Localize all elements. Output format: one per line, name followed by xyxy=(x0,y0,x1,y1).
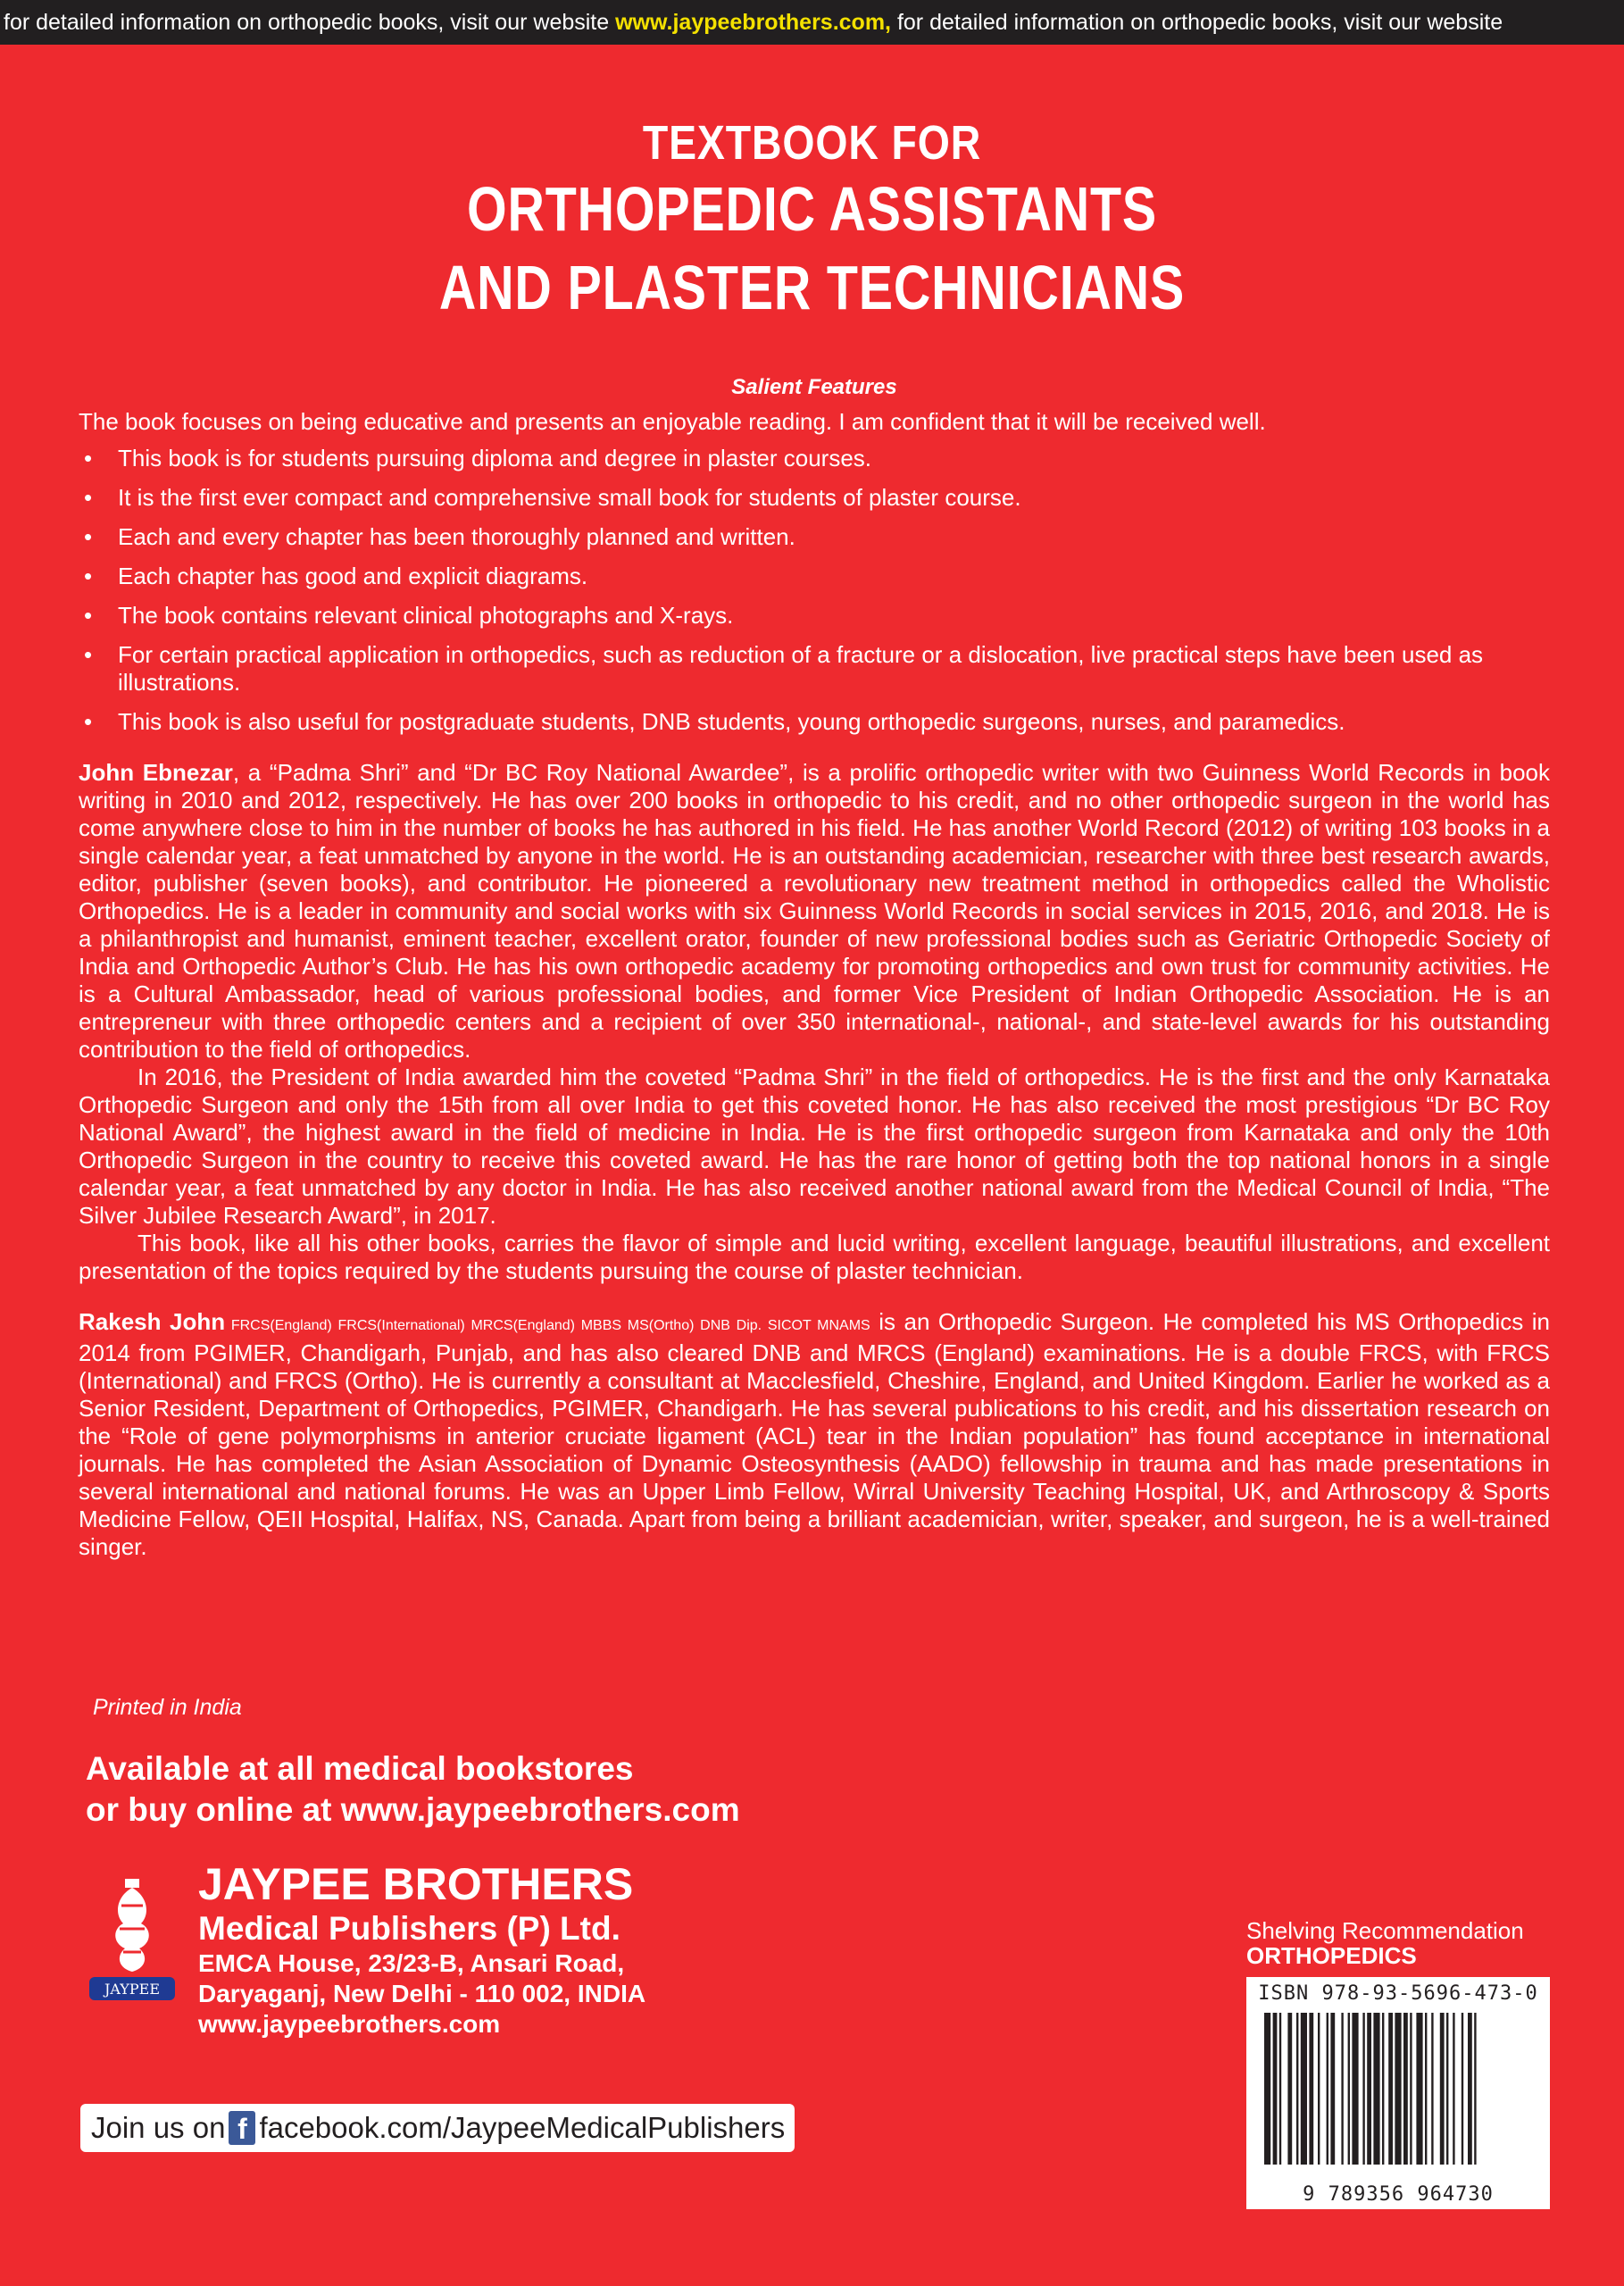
barcode-bar xyxy=(1416,2013,1422,2165)
barcode-bar xyxy=(1440,2013,1445,2165)
printed-in-india: Printed in India xyxy=(93,1695,242,1720)
barcode-bar xyxy=(1327,2013,1328,2165)
banner-website-link[interactable]: www.jaypeebrothers.com, xyxy=(615,10,891,35)
barcode-bar xyxy=(1474,2013,1476,2165)
feature-item: • This book is for students pursuing diploma and degree in plaster courses. xyxy=(79,445,1550,472)
availability-line-1: Available at all medical bookstores xyxy=(86,1750,634,1787)
facebook-join-banner[interactable] xyxy=(80,2104,795,2152)
barcode-bar xyxy=(1468,2013,1472,2165)
title-line-3: AND PLASTER TECHNICIANS xyxy=(438,253,1186,322)
barcode-bar xyxy=(1403,2013,1408,2165)
author-2-qualifications: FRCS(England) FRCS(International) MRCS(England) MBBS MS(Ortho) DNB Dip. SICOT MNAMS xyxy=(225,1318,870,1333)
bio-1-text: , a “Padma Shri” and “Dr BC Roy National Awardee”, is a prolific orthopedic writer with two Guinness World Records in book writing in 2010 and 2012, respectively. He has over 200 books in orthopedic to his credit, and no other orthopedic surgeon in the world has come anywhere close to him in the number of books he has authored in his field. He has another World Record (2012) of writing 103 books in a single calendar year, a feat unmatched by anyone in the world. He is an outstanding academician, researcher with three best research awards, editor, publisher (seven books), and contributor. He pioneered a revolutionary new treatment method in orthopedics called the Wholistic Orthopedics. He is a leader in community and social works with six Guinness World Records in social services in 2015, 2016, and 2018. He is a philanthropist and humanist, eminent teacher, excellent orator, founder of new professional bodies such as Geriatric Orthopedic Society of India and Orthopedic Author’s Club. He has his own orthopedic academy for promoting orthopedics and own trust for community activities. He is a Cultural Ambassador, head of various professional bodies, and former Vice President of Indian Orthopedic Association. He is an entrepreneur with three orthopedic centers and a recipient of over 350 international-, national-, and state-level awards for his outstanding contribution to the field of orthopedics. xyxy=(79,759,1550,1063)
salient-heading: Salient Features xyxy=(731,375,897,399)
barcode-bar xyxy=(1462,2013,1463,2165)
barcode-bar xyxy=(1273,2013,1278,2165)
top-banner xyxy=(0,0,1624,45)
publisher-website[interactable]: www.jaypeebrothers.com xyxy=(198,2010,501,2038)
feature-item: • Each chapter has good and explicit diagrams. xyxy=(79,563,1550,590)
shelving-category: ORTHOPEDICS xyxy=(1246,1942,1417,1969)
publisher-address-1: EMCA House, 23/23-B, Ansari Road, xyxy=(198,1949,625,1977)
shelving-label: Shelving Recommendation xyxy=(1246,1917,1524,1944)
bio-1-paragraph-3: This book, like all his other books, carries the flavor of simple and lucid writing, excellent language, beautiful illustrations, and excellent presentation of the topics required by the students pursuing the course of plaster technician. xyxy=(79,1230,1550,1284)
barcode-icon xyxy=(1264,2013,1532,2165)
barcode-bar xyxy=(1367,2013,1371,2165)
isbn-barcode xyxy=(1246,1977,1550,2209)
logo-label: JAYPEE xyxy=(104,1981,161,1998)
shelving-recommendation xyxy=(1246,1918,1524,1968)
back-cover-text xyxy=(79,373,1550,1561)
banner-text-pre: for detailed information on orthopedic books, visit our website xyxy=(4,10,616,35)
barcode-bar xyxy=(1388,2013,1393,2165)
barcode-bar xyxy=(1395,2013,1401,2165)
isbn-text: ISBN 978-93-5696-473-0 xyxy=(1258,1982,1538,2005)
feature-item: • This book is also useful for postgraduate students, DNB students, young orthopedic surgeons, nurses, and paramedics. xyxy=(79,708,1550,736)
author-name-1: John Ebnezar xyxy=(79,759,233,786)
bio-1-paragraph-1 xyxy=(79,759,1550,1064)
barcode-bar xyxy=(1382,2013,1384,2165)
publisher-block xyxy=(198,1859,645,2040)
feature-item: • The book contains relevant clinical photographs and X-rays. xyxy=(79,602,1550,630)
publisher-address-2: Daryaganj, New Delhi - 110 002, INDIA xyxy=(198,1980,646,2007)
book-title xyxy=(0,116,1624,327)
barcode-bar xyxy=(1453,2013,1454,2165)
barcode-bar xyxy=(1431,2013,1433,2165)
bio-2-paragraph xyxy=(79,1308,1550,1561)
barcode-bar xyxy=(1362,2013,1364,2165)
facebook-url[interactable]: facebook.com/JaypeeMedicalPublishers xyxy=(259,2111,786,2144)
bio-1-paragraph-2: In 2016, the President of India awarded him the coveted “Padma Shri” in the field of orthopedics. He is the first and the only Karnataka Orthopedic Surgeon and only the 15th from all over India to get this coveted honor. He has also received the most prestigious “Dr BC Roy National Award”, the highest award in the field of medicine in India. He is the first orthopedic surgeon from Karnataka and only the 10th Orthopedic Surgeon in the country to receive this coveted award. He has the rare honor of getting both the top national honors in a single calendar year, a feat unmatched by any doctor in India. He has also received another national award from the Medical Council of India, “The Silver Jubilee Research Award”, in 2017. xyxy=(79,1064,1550,1229)
barcode-bar xyxy=(1330,2013,1335,2165)
barcode-bar xyxy=(1341,2013,1343,2165)
barcode-bar xyxy=(1301,2013,1307,2165)
barcode-digits: 9 789356 964730 xyxy=(1303,2183,1494,2206)
publisher-logo-icon xyxy=(89,1870,175,2004)
title-line-1: TEXTBOOK FOR xyxy=(642,116,982,170)
barcode-bar xyxy=(1373,2013,1379,2165)
barcode-bar xyxy=(1287,2013,1292,2165)
feature-item: • For certain practical application in orthopedics, such as reduction of a fracture or a dislocation, live practical steps have been used as illustrations. xyxy=(79,641,1550,697)
salient-intro: The book focuses on being educative and presents an enjoyable reading. I am confident that it will be received well. xyxy=(79,408,1266,435)
author-bio-2 xyxy=(79,1308,1550,1561)
barcode-bar xyxy=(1309,2013,1313,2165)
barcode-bar xyxy=(1348,2013,1350,2165)
barcode-bar xyxy=(1410,2013,1412,2165)
feature-item: • Each and every chapter has been thoroughly planned and written. xyxy=(79,523,1550,551)
bio-2-text: is an Orthopedic Surgeon. He completed his MS Orthopedics in 2014 from PGIMER, Chandigarh, Punjab, and has also cleared DNB and MRCS (England) examinations. He is a double FRCS, with FRCS (International) and FRCS (Ortho). He is currently a consultant at Macclesfield, Cheshire, England, and United Kingdom. Earlier he worked as a Senior Resident, Department of Orthopedics, PGIMER, Chandigarh. He has several publications to his credit, and his dissertation research on the “Role of gene polymorphisms in anterior cruciate ligament (ACL) tear in the Indian population” has found acceptance in international journals. He has completed the Asian Association of Dynamic Osteosynthesis (AADO) fellowship in trauma and has made presentations in several international and national forums. He was an Upper Limb Fellow, Wirral University Teaching Hospital, UK, and Arthroscopy & Sports Medicine Fellow, QEII Hospital, Halifax, NS, Canada. Apart from being a brilliant academician, writer, speaker, and surgeon, he is a well-trained singer. xyxy=(79,1308,1550,1560)
join-text: Join us on xyxy=(91,2111,226,2144)
feature-item: • It is the first ever compact and comprehensive small book for students of plaster course. xyxy=(79,484,1550,512)
barcode-bar xyxy=(1318,2013,1320,2165)
feature-list xyxy=(79,445,1550,736)
barcode-bar xyxy=(1264,2013,1270,2165)
author-name-2: Rakesh John xyxy=(79,1308,226,1335)
barcode-bar xyxy=(1296,2013,1298,2165)
publisher-subtitle: Medical Publishers (P) Ltd. xyxy=(198,1910,620,1947)
barcode-bar xyxy=(1279,2013,1281,2165)
author-bio-1 xyxy=(79,759,1550,1285)
title-line-2: ORTHOPEDIC ASSISTANTS xyxy=(466,174,1158,244)
availability-line-2: or buy online at www.jaypeebrothers.com xyxy=(86,1791,740,1828)
availability-text xyxy=(86,1748,740,1831)
publisher-name: JAYPEE BROTHERS xyxy=(198,1859,634,1909)
barcode-bar xyxy=(1352,2013,1358,2165)
barcode-bar xyxy=(1425,2013,1427,2165)
banner-text-post: for detailed information on orthopedic books, visit our website xyxy=(891,10,1503,35)
barcode-bar xyxy=(1446,2013,1448,2165)
facebook-icon: f xyxy=(229,2111,255,2145)
